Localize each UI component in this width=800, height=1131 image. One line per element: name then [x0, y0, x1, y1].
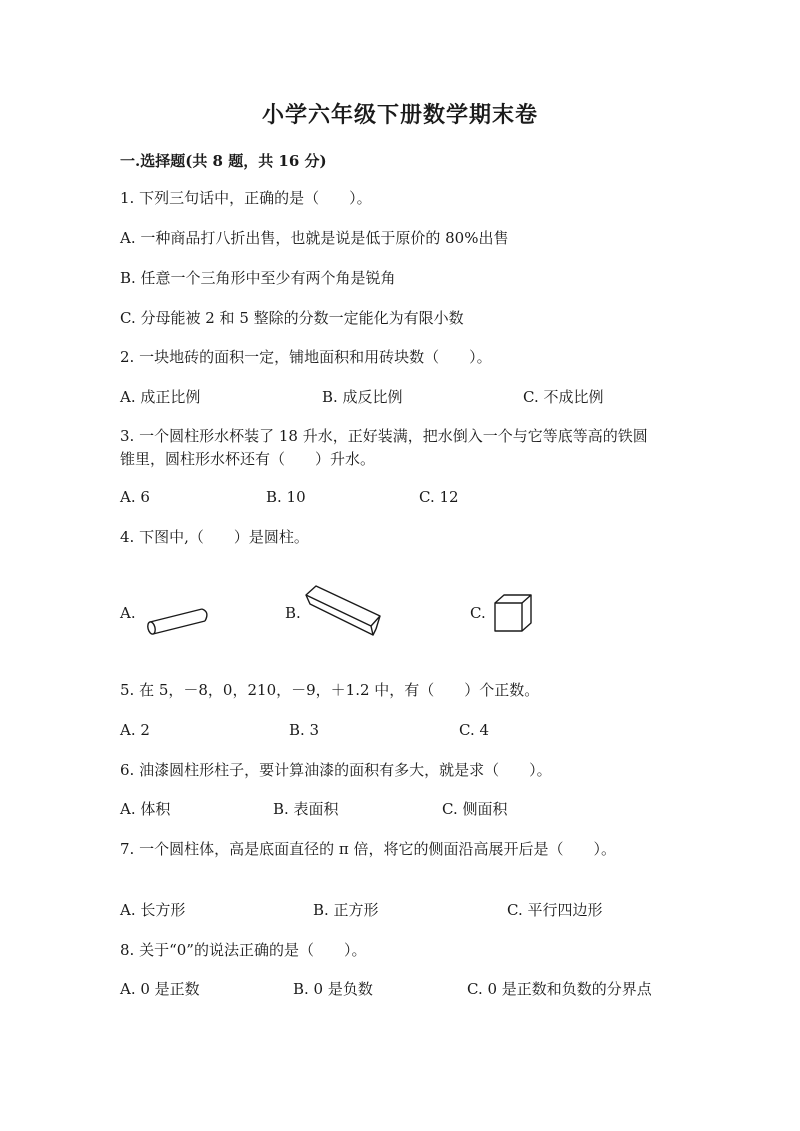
question-6-option-a: A. 体积 [120, 800, 171, 818]
question-3-option-a: A. 6 [120, 488, 150, 506]
question-8-option-b: B. 0 是负数 [293, 980, 373, 998]
question-2-option-c: C. 不成比例 [523, 388, 604, 406]
question-8-option-c: C. 0 是正数和负数的分界点 [467, 980, 652, 998]
question-7-option-a: A. 长方形 [120, 901, 186, 919]
question-3-option-c: C. 12 [419, 488, 459, 506]
exam-title: 小学六年级下册数学期末卷 [261, 102, 538, 128]
question-8-stem: 8. 关于“0”的说法正确的是（ ）。 [120, 941, 367, 959]
question-8-option-a: A. 0 是正数 [120, 980, 200, 998]
question-2-option-a: A. 成正比例 [120, 388, 201, 406]
cylinder-figure [140, 604, 212, 638]
question-4-stem: 4. 下图中,（ ）是圆柱。 [120, 528, 309, 546]
question-7-stem: 7. 一个圆柱体，高是底面直径的 π 倍，将它的侧面沿高展开后是（ ）。 [120, 840, 616, 858]
question-5-option-a: A. 2 [120, 721, 150, 739]
question-7-option-c: C. 平行四边形 [507, 901, 603, 919]
question-6-option-b: B. 表面积 [273, 800, 339, 818]
question-6-option-c: C. 侧面积 [442, 800, 508, 818]
question-2-stem: 2. 一块地砖的面积一定，铺地面积和用砖块数（ ）。 [120, 348, 492, 366]
question-4-option-c: C. [470, 604, 486, 622]
question-6-stem: 6. 油漆圆柱形柱子，要计算油漆的面积有多大，就是求（ ）。 [120, 761, 552, 779]
question-4-option-a: A. [120, 604, 136, 622]
question-1-option-c: C. 分母能被 2 和 5 整除的分数一定能化为有限小数 [120, 309, 464, 327]
question-1-option-a: A. 一种商品打八折出售，也就是说是低于原价的 80%出售 [120, 229, 509, 247]
question-3-stem-line-1: 3. 一个圆柱形水杯装了 18 升水，正好装满，把水倒入一个与它等底等高的铁圆 [120, 427, 648, 445]
triangular-prism-figure [302, 584, 384, 640]
question-5-option-b: B. 3 [289, 721, 320, 739]
question-7-option-b: B. 正方形 [313, 901, 379, 919]
question-5-option-c: C. 4 [459, 721, 490, 739]
question-4-option-b: B. [285, 604, 301, 622]
question-3-stem-line-2: 锥里，圆柱形水杯还有（ ）升水。 [120, 450, 376, 468]
section-heading: 一.选择题(共 8 题，共 16 分) [120, 152, 327, 170]
cube-figure [492, 592, 534, 634]
question-2-option-b: B. 成反比例 [322, 388, 403, 406]
question-5-stem: 5. 在 5，－8，0，210，－9，＋1.2 中，有（ ）个正数。 [120, 681, 540, 699]
question-3-option-b: B. 10 [266, 488, 306, 506]
question-1-option-b: B. 任意一个三角形中至少有两个角是锐角 [120, 269, 396, 287]
question-1-stem: 1. 下列三句话中，正确的是（ ）。 [120, 189, 372, 207]
